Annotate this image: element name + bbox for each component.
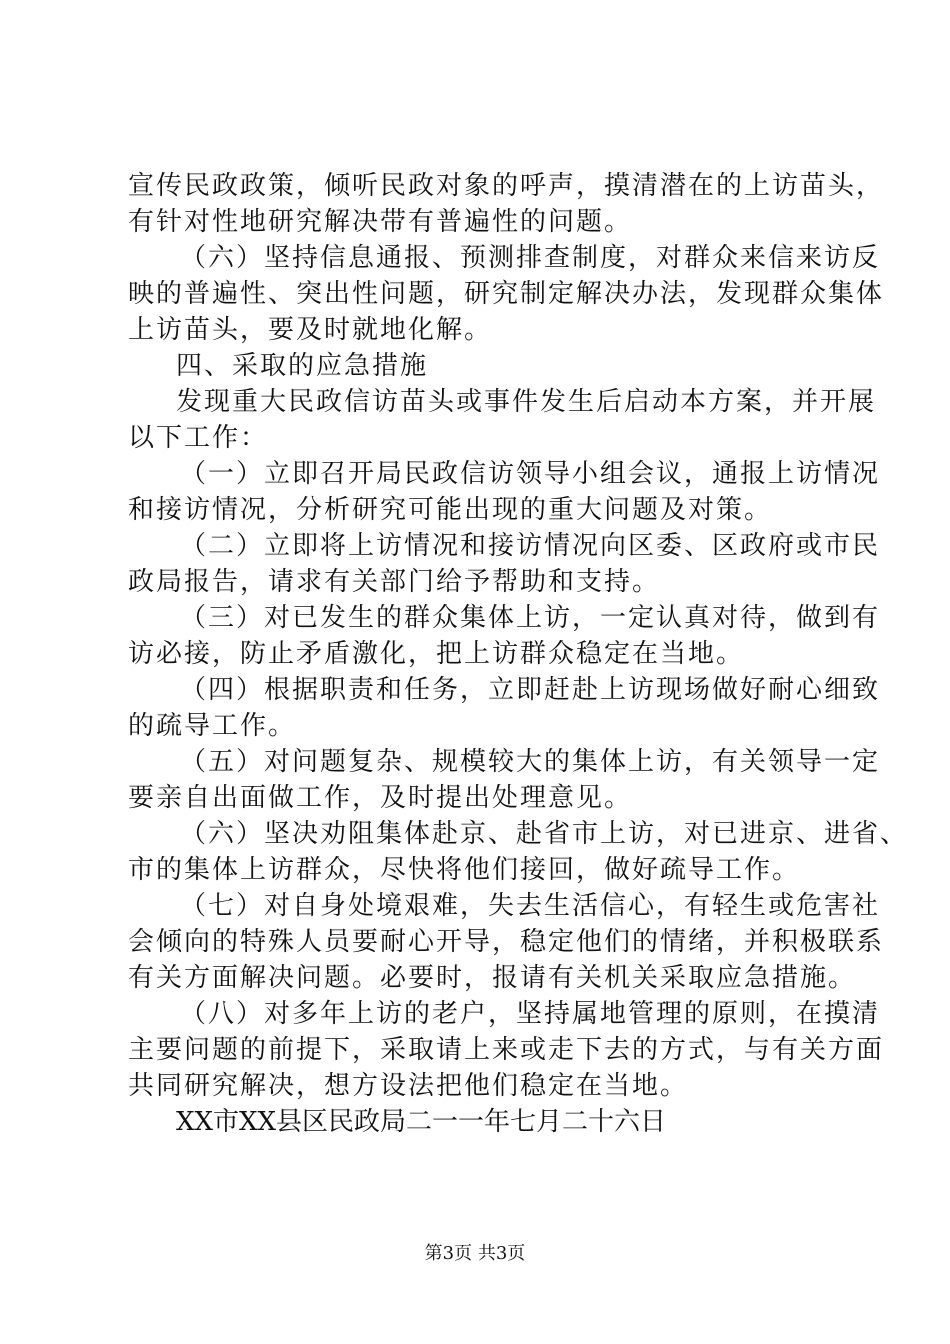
paragraph-line: （六）坚决劝阻集体赴京、赴省市上访，对已进京、进省、 — [180, 819, 909, 849]
paragraph-line: 和接访情况，分析研究可能出现的重大问题及对策。 — [128, 495, 773, 525]
paragraph-line: （一）立即召开局民政信访领导小组会议，通报上访情况 — [180, 459, 881, 489]
document-body — [128, 168, 909, 1140]
paragraph-line: 上访苗头，要及时就地化解。 — [128, 315, 493, 345]
paragraph-line: （六）坚持信息通报、预测排查制度，对群众来信来访反 — [180, 243, 881, 273]
paragraph-line: （三）对已发生的群众集体上访，一定认真对待，做到有 — [180, 603, 881, 633]
paragraph-line: 有关方面解决问题。必要时，报请有关机关采取应急措施。 — [128, 963, 857, 993]
paragraph-line: 有针对性地研究解决带有普遍性的问题。 — [128, 207, 633, 237]
signature-date-line: XX市XX县区民政局二一一年七月二十六日 — [176, 1107, 667, 1137]
paragraph-line: 共同研究解决，想方设法把他们稳定在当地。 — [128, 1071, 689, 1101]
paragraph-line: 访必接，防止矛盾激化，把上访群众稳定在当地。 — [128, 639, 745, 669]
paragraph-line: 宣传民政政策，倾听民政对象的呼声，摸清潜在的上访苗头， — [128, 171, 885, 201]
paragraph-line: 映的普遍性、突出性问题，研究制定解决办法，发现群众集体 — [128, 279, 885, 309]
paragraph-line: 政局报告，请求有关部门给予帮助和支持。 — [128, 567, 661, 597]
paragraph-line: （二）立即将上访情况和接访情况向区委、区政府或市民 — [180, 531, 881, 561]
paragraph-line: （八）对多年上访的老户，坚持属地管理的原则，在摸清 — [180, 999, 881, 1029]
paragraph-line: 市的集体上访群众，尽快将他们接回，做好疏导工作。 — [128, 855, 801, 885]
paragraph-line: 会倾向的特殊人员要耐心开导，稳定他们的情绪，并积极联系 — [128, 927, 885, 957]
paragraph-line: （五）对问题复杂、规模较大的集体上访，有关领导一定 — [180, 747, 881, 777]
section-heading: 四、采取的应急措施 — [176, 351, 429, 381]
paragraph-line: 主要问题的前提下，采取请上来或走下去的方式，与有关方面 — [128, 1035, 885, 1065]
paragraph-line: 以下工作： — [128, 423, 269, 453]
paragraph-line: （七）对自身处境艰难，失去生活信心，有轻生或危害社 — [180, 891, 881, 921]
page-number-footer: 第3页 共3页 — [424, 1243, 526, 1264]
paragraph-line: （四）根据职责和任务，立即赶赴上访现场做好耐心细致 — [180, 675, 881, 705]
paragraph-line: 发现重大民政信访苗头或事件发生后启动本方案，并开展 — [176, 387, 877, 417]
paragraph-line: 要亲自出面做工作，及时提出处理意见。 — [128, 783, 633, 813]
paragraph-line: 的疏导工作。 — [128, 711, 297, 741]
